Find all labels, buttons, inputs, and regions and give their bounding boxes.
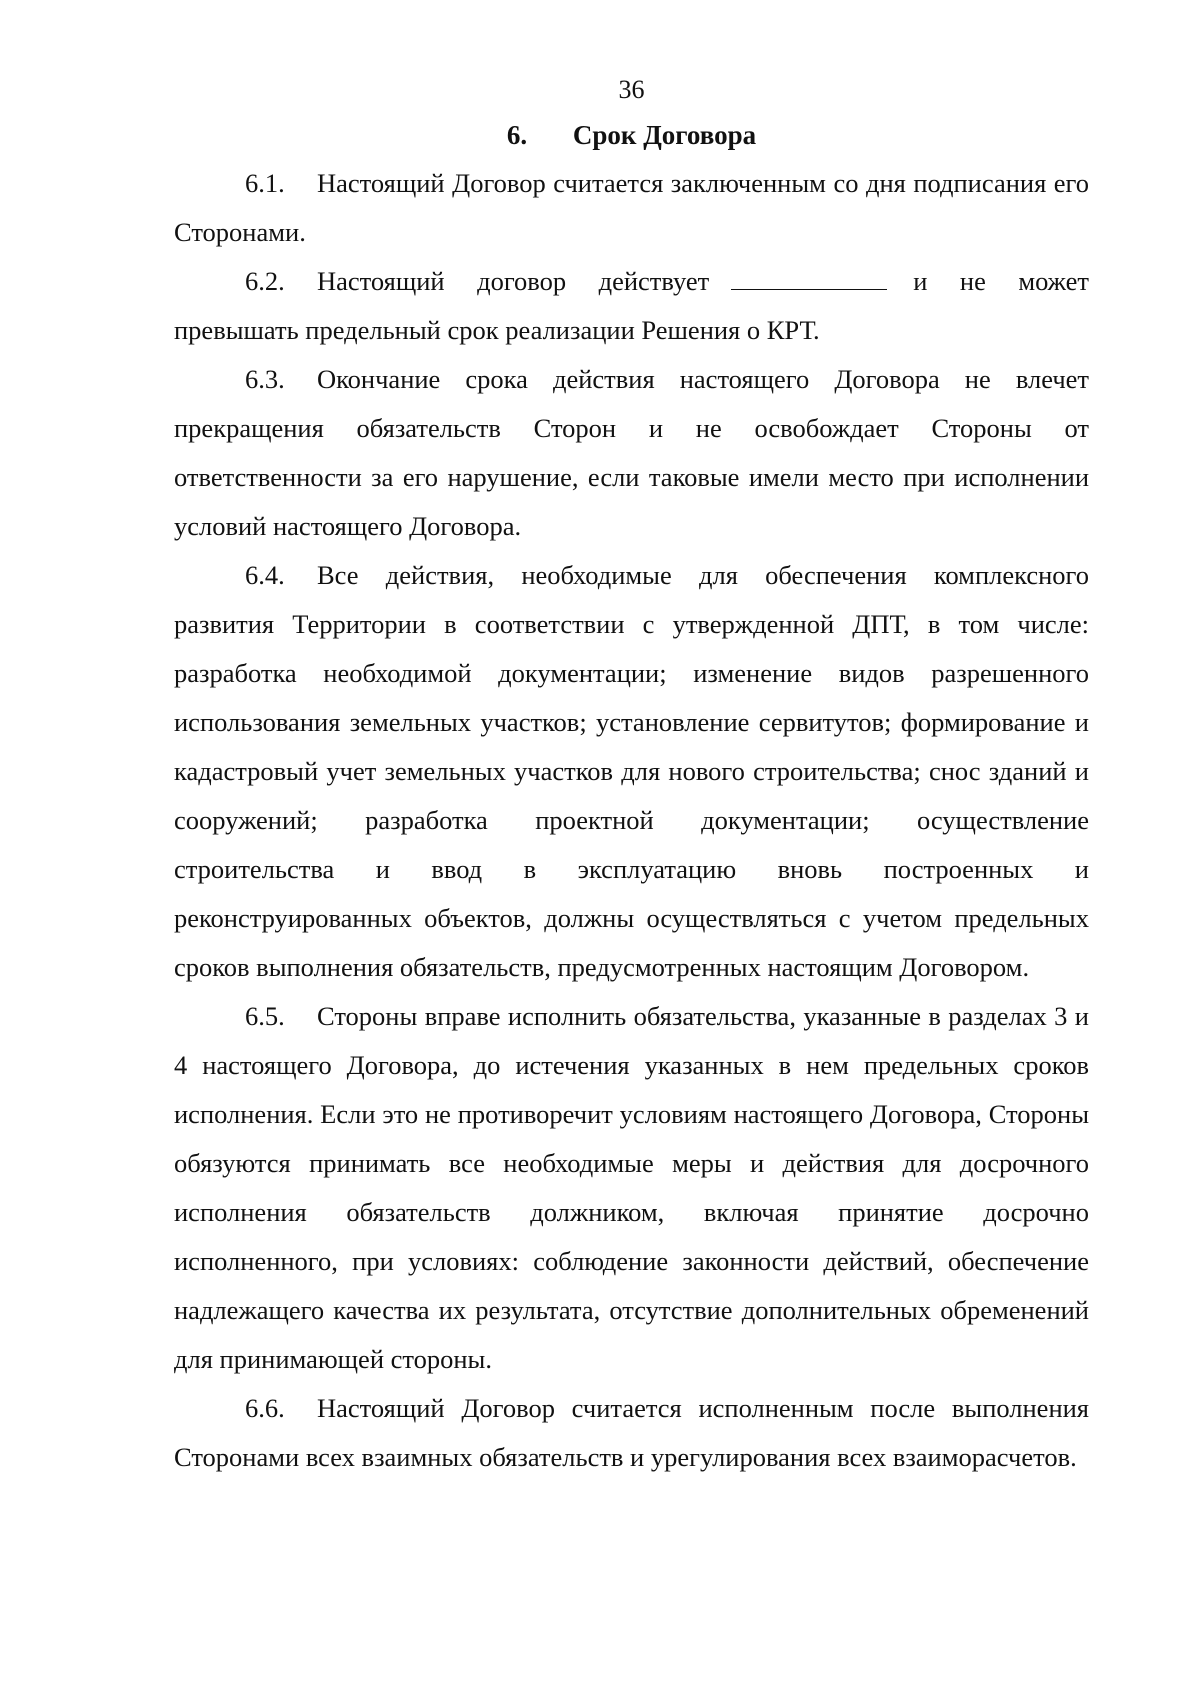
clause-text: Все действия, необходимые для обеспечения комплексного развития Территории в соответствии с утвержденной ДПТ, в том числе: разработка необходимой документации; изменение видов разрешенного использования земельных участков; установление сервитутов; формирование и кадастровый учет земельных участков для нового строительства; снос зданий и сооружений; разработка проектной документации; осуществление строительства и ввод в эксплуатацию вновь построенных и реконструированных объектов, должны осуществляться с учетом предельных сроков выполнения обязательств, предусмотренных настоящим Договором. — [174, 560, 1089, 982]
clause-number: 6.1. — [245, 168, 285, 198]
clause-number: 6.6. — [245, 1393, 285, 1423]
clause-6-6 — [174, 1384, 1089, 1482]
clause-text: Стороны вправе исполнить обязательства, указанные в разделах 3 и 4 настоящего Договора, до истечения указанных в нем предельных сроков исполнения. Если это не противоречит условиям настоящего Договора, Стороны обязуются принимать все необходимые меры и действия для досрочного исполнения обязательств должником, включая принятие досрочно исполненного, при условиях: соблюдение законности действий, обеспечение надлежащего качества их результата, отсутствие дополнительных обременений для принимающей стороны. — [174, 1001, 1089, 1374]
section-number: 6. — [506, 120, 528, 150]
clause-number: 6.5. — [245, 1001, 285, 1031]
clause-text: Настоящий Договор считается заключенным со дня подписания его Сторонами. — [174, 168, 1089, 247]
clause-6-4 — [174, 551, 1089, 992]
clause-text: Окончание срока действия настоящего Договора не влечет прекращения обязательств Сторон и не освобождает Стороны от ответственности за его нарушение, если таковые имели место при исполнении условий настоящего Договора. — [174, 364, 1089, 541]
clause-6-5 — [174, 992, 1089, 1384]
clause-text: Настоящий Договор считается исполненным после выполнения Сторонами всех взаимных обязательств и урегулирования всех взаиморасчетов. — [174, 1393, 1089, 1472]
clause-6-2 — [174, 257, 1089, 355]
document-body — [174, 159, 1089, 1482]
page-number: 36 — [618, 75, 645, 104]
term-blank-line — [731, 265, 887, 290]
section-heading — [174, 115, 1089, 155]
section-title: Срок Договора — [572, 120, 757, 150]
clause-text-after-blank: и не может превышать предельный срок реализации Решения о КРТ. — [174, 266, 1089, 345]
clause-6-1 — [174, 159, 1089, 257]
clause-number: 6.3. — [245, 364, 285, 394]
clause-6-3 — [174, 355, 1089, 551]
clause-number: 6.2. — [245, 266, 285, 296]
clause-number: 6.4. — [245, 560, 285, 590]
clause-text-before-blank: Настоящий договор действует — [317, 266, 710, 296]
